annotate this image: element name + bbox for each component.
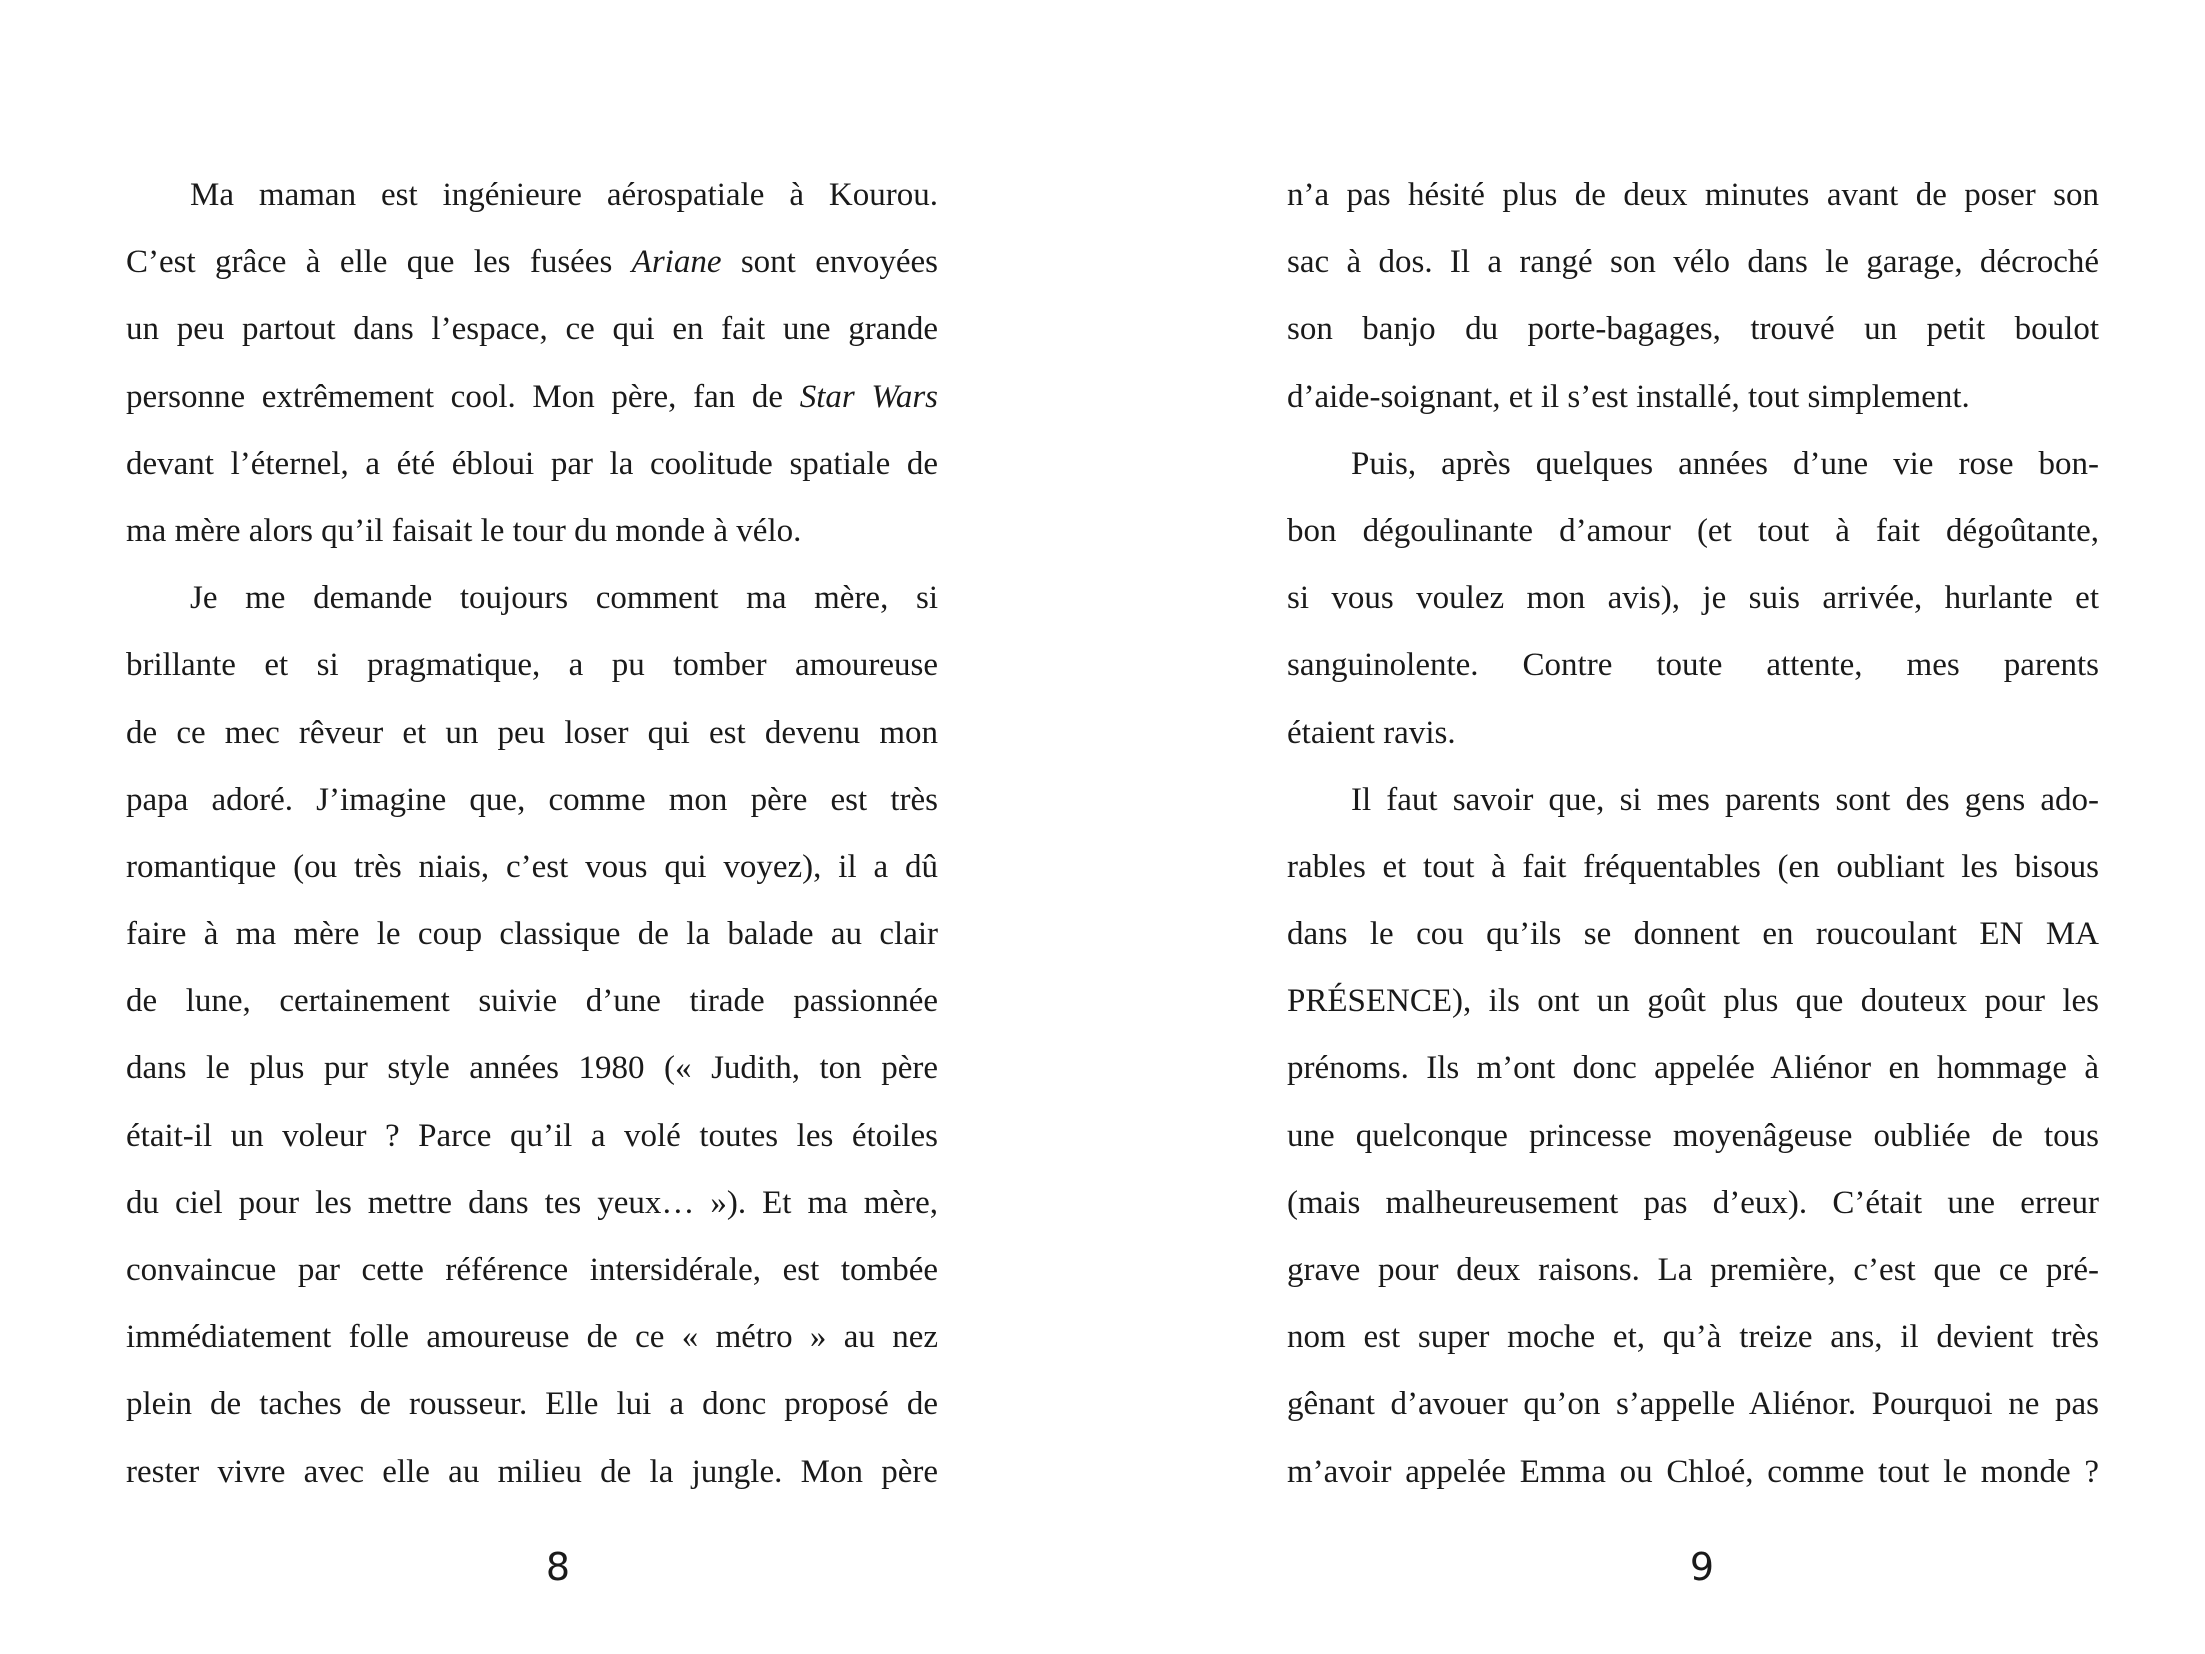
text-line: (mais malheureusement pas d’eux). C’était une erreur: [1287, 1184, 2099, 1221]
text-line: un peu partout dans l’espace, ce qui en fait une grande: [126, 311, 938, 348]
text-line: du ciel pour les mettre dans tes yeux… »). Et ma mère,: [126, 1184, 938, 1221]
left-page-text: [126, 162, 938, 1506]
italic-title: Star Wars: [799, 378, 938, 415]
text-line: Ma maman est ingénieure aérospatiale à Kourou.: [190, 177, 938, 213]
text-line: si vous voulez mon avis), je suis arrivée, hurlante et: [1287, 580, 2099, 617]
italic-title: Ariane: [631, 244, 722, 281]
text-line: immédiatement folle amoureuse de ce « métro » au nez: [126, 1319, 938, 1356]
page-number-right: 9: [1689, 1545, 1715, 1589]
text-line: une quelconque princesse moyenâgeuse oubliée de tous: [1287, 1117, 2099, 1154]
text-line: ma mère alors qu’il faisait le tour du monde à vélo.: [126, 512, 802, 549]
text-line: papa adoré. J’imagine que, comme mon père est très: [126, 781, 938, 818]
text-line: faire à ma mère le coup classique de la balade au clair: [126, 916, 938, 953]
text-line: rester vivre avec elle au milieu de la jungle. Mon père: [126, 1453, 938, 1490]
text-line: plein de taches de rousseur. Elle lui a donc proposé de: [126, 1386, 938, 1423]
text-line: [126, 364, 938, 431]
text-line: convaincue par cette référence intersidérale, est tombée: [126, 1252, 938, 1288]
text-line: nom est super moche et, qu’à treize ans, il devient très: [1287, 1319, 2099, 1356]
text-span: personne extrêmement cool. Mon père, fan de: [126, 378, 800, 415]
text-line: rables et tout à fait fréquentables (en oubliant les bisous: [1287, 848, 2099, 885]
text-line: n’a pas hésité plus de deux minutes avant de poser son: [1287, 177, 2099, 213]
text-line: dans le cou qu’ils se donnent en roucoulant EN MA: [1287, 916, 2099, 953]
text-line: prénoms. Ils m’ont donc appelée Aliénor en hommage à: [1287, 1050, 2099, 1087]
text-line: Il faut savoir que, si mes parents sont des gens ado-: [1351, 781, 2099, 818]
text-line: gênant d’avouer qu’on s’appelle Aliénor. Pourquoi ne pas: [1287, 1386, 2099, 1423]
text-line: dans le plus pur style années 1980 (« Judith, ton père: [126, 1050, 938, 1087]
text-line: grave pour deux raisons. La première, c’est que ce pré-: [1287, 1252, 2099, 1288]
text-span: sont envoyées: [721, 244, 938, 281]
text-line: Puis, après quelques années d’une vie rose bon-: [1351, 445, 2099, 482]
text-line: Je me demande toujours comment ma mère, si: [190, 580, 938, 617]
text-line: bon dégoulinante d’amour (et tout à fait dégoûtante,: [1287, 512, 2099, 549]
text-line: [126, 229, 938, 296]
text-line: de lune, certainement suivie d’une tirade passionnée: [126, 983, 938, 1020]
right-page-text: [1287, 162, 2099, 1506]
text-line: sac à dos. Il a rangé son vélo dans le garage, décroché: [1287, 244, 2099, 281]
text-line: brillante et si pragmatique, a pu tomber amoureuse: [126, 647, 938, 684]
text-span: C’est grâce à elle que les fusées: [126, 244, 632, 281]
text-line: était-il un voleur ? Parce qu’il a volé toutes les étoiles: [126, 1117, 938, 1154]
text-line: devant l’éternel, a été ébloui par la coolitude spatiale de: [126, 445, 938, 482]
left-page: [0, 0, 1102, 1654]
text-line: d’aide-soignant, et il s’est installé, tout simplement.: [1287, 378, 1970, 415]
text-line: PRÉSENCE), ils ont un goût plus que douteux pour les: [1287, 983, 2099, 1020]
page-number-left: 8: [545, 1545, 571, 1589]
text-line: sanguinolente. Contre toute attente, mes parents: [1287, 647, 2099, 684]
text-line: m’avoir appelée Emma ou Chloé, comme tout le monde ?: [1287, 1453, 2099, 1490]
text-line: étaient ravis.: [1287, 714, 1456, 751]
text-line: de ce mec rêveur et un peu loser qui est devenu mon: [126, 714, 938, 751]
text-line: romantique (ou très niais, c’est vous qui voyez), il a dû: [126, 848, 938, 885]
text-line: son banjo du porte-bagages, trouvé un petit boulot: [1287, 311, 2099, 348]
right-page: [1102, 0, 2205, 1654]
